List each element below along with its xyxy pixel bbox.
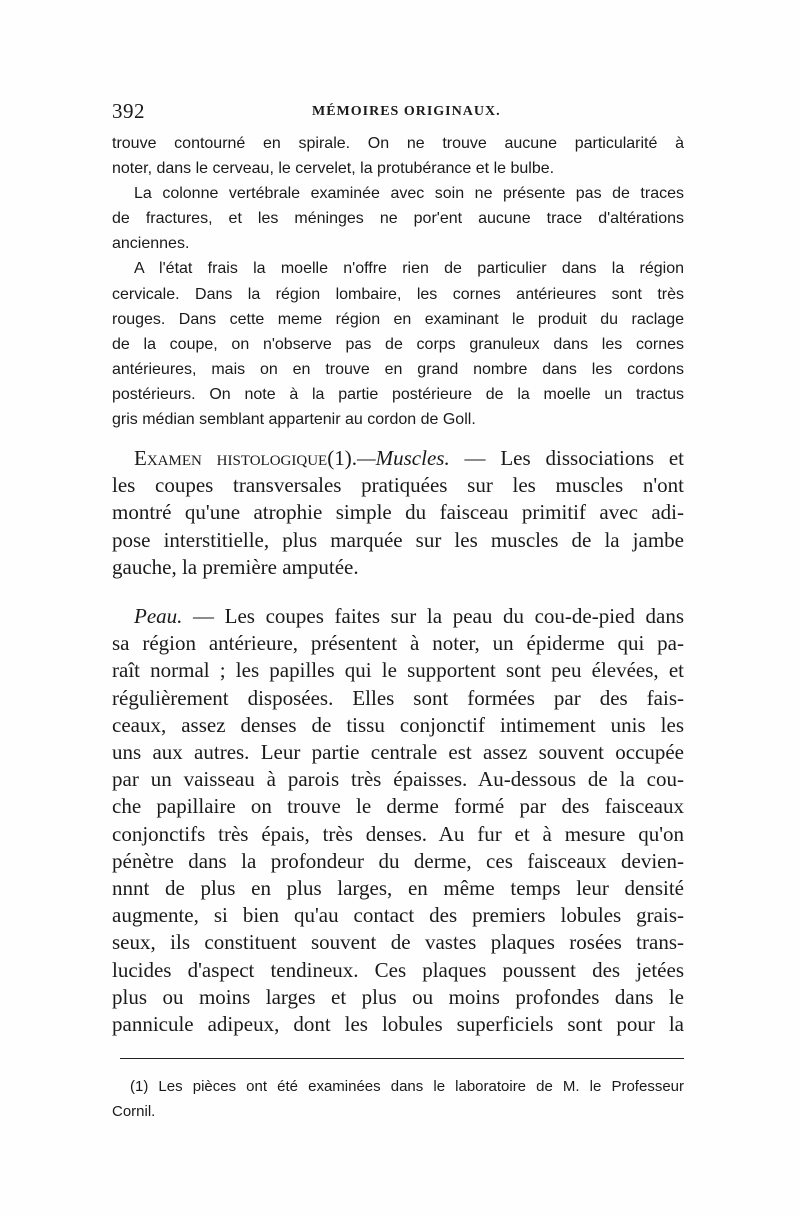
small-text-block xyxy=(112,131,684,432)
text-line: conjonctifs très épais, très denses. Au fur et à mesure qu'on xyxy=(112,821,684,846)
text-line: gauche, la première amputée. xyxy=(112,554,359,579)
text-line: rouges. Dans cette meme région en examinant le produit du raclage xyxy=(112,310,684,328)
text-line: trouve contourné en spirale. On ne trouve aucune particularité à xyxy=(112,135,684,152)
text-fragment: — Les coupes faites sur la peau du cou-de-pied dans xyxy=(182,604,684,629)
text-line: montré qu'une atrophie simple du faisceau primitif avec adi- xyxy=(112,500,684,525)
text-line: sa région antérieure, présentent à noter, un épiderme qui pa- xyxy=(112,631,684,656)
text-line: raît normal ; les papilles qui le supportent sont peu élevées, et xyxy=(112,658,684,683)
text-line: noter, dans le cerveau, le cervelet, la protubérance et le bulbe. xyxy=(112,160,555,178)
text-line: pénètre dans la profondeur du derme, ces faisceaux devien- xyxy=(112,848,684,873)
text-line: augmente, si bien qu'au contact des premiers lobules grais- xyxy=(112,903,684,928)
text-line: cervicale. Dans la région lombaire, les cornes antérieures sont très xyxy=(112,285,684,303)
text-line: uns aux autres. Leur partie centrale est assez souvent occupée xyxy=(112,740,684,765)
text-line: de fractures, et les méninges ne por'ent aucune trace d'altérations xyxy=(112,210,684,228)
text-line: A l'état frais la moelle n'offre rien de particulier dans la région xyxy=(134,260,684,278)
section-heading-examen: Examen histologique xyxy=(134,446,328,470)
text-line: che papillaire on trouve le derme formé par des faisceaux xyxy=(112,794,684,819)
paragraph-colonne xyxy=(112,181,684,256)
paragraph-spirale xyxy=(112,131,684,181)
text-line: anciennes. xyxy=(112,235,190,253)
paragraph-moelle xyxy=(112,256,684,432)
footnote xyxy=(112,1074,684,1124)
paragraph-peau xyxy=(112,603,684,1038)
text-line: antérieures, mais on en trouve en grand nombre dans les cordons xyxy=(112,360,684,378)
footnote-line: (1) Les pièces ont été examinées dans le laboratoire de M. le Professeur xyxy=(130,1078,684,1095)
text-line: par un vaisseau à parois très épaisses. Au-dessous de la cou- xyxy=(112,767,684,792)
text-line: gris médian semblant appartenir au cordon de Goll. xyxy=(112,411,476,429)
text-line: les coupes transversales pratiquées sur les muscles n'ont xyxy=(112,473,684,498)
text-line: La colonne vertébrale examinée avec soin ne présente pas de traces xyxy=(134,185,684,203)
paragraph-spacer xyxy=(112,581,684,603)
text-line: plus ou moins larges et plus ou moins profondes dans le xyxy=(112,984,684,1009)
subheading-muscles: —Muscles. xyxy=(356,446,450,470)
text-line xyxy=(112,603,684,630)
page-number: 392 xyxy=(112,99,145,123)
text-line: de la coupe, on n'observe pas de corps granuleux dans les cornes xyxy=(112,335,684,353)
text-line: postérieurs. On note à la partie postérieure de la moelle un tractus xyxy=(112,385,684,403)
text-fragment: — Les dissociations et xyxy=(449,446,684,470)
footnote-reference: (1). xyxy=(327,446,357,470)
text-line: pannicule adipeux, dont les lobules superficiels sont pour la xyxy=(112,1012,684,1037)
text-line: lucides d'aspect tendineux. Ces plaques poussent des jetées xyxy=(112,957,684,982)
running-title: MÉMOIRES ORIGINAUX. xyxy=(312,104,501,119)
page-header xyxy=(112,99,684,125)
footnote-line: Cornil. xyxy=(112,1103,156,1120)
text-line xyxy=(112,445,684,472)
large-text-block xyxy=(112,445,684,1038)
subheading-peau: Peau. xyxy=(134,604,183,629)
text-line: seux, ils constituent souvent de vastes plaques rosées trans- xyxy=(112,930,684,955)
paragraph-examen-histologique xyxy=(112,445,684,581)
text-line: régulièrement disposées. Elles sont formées par des fais- xyxy=(112,685,684,710)
text-line: nnnt de plus en plus larges, en même temps leur densité xyxy=(112,876,684,901)
text-line: pose interstitielle, plus marquée sur les muscles de la jambe xyxy=(112,527,684,552)
text-line: ceaux, assez denses de tissu conjonctif intimement unis les xyxy=(112,712,684,737)
footnote-divider xyxy=(120,1058,684,1059)
